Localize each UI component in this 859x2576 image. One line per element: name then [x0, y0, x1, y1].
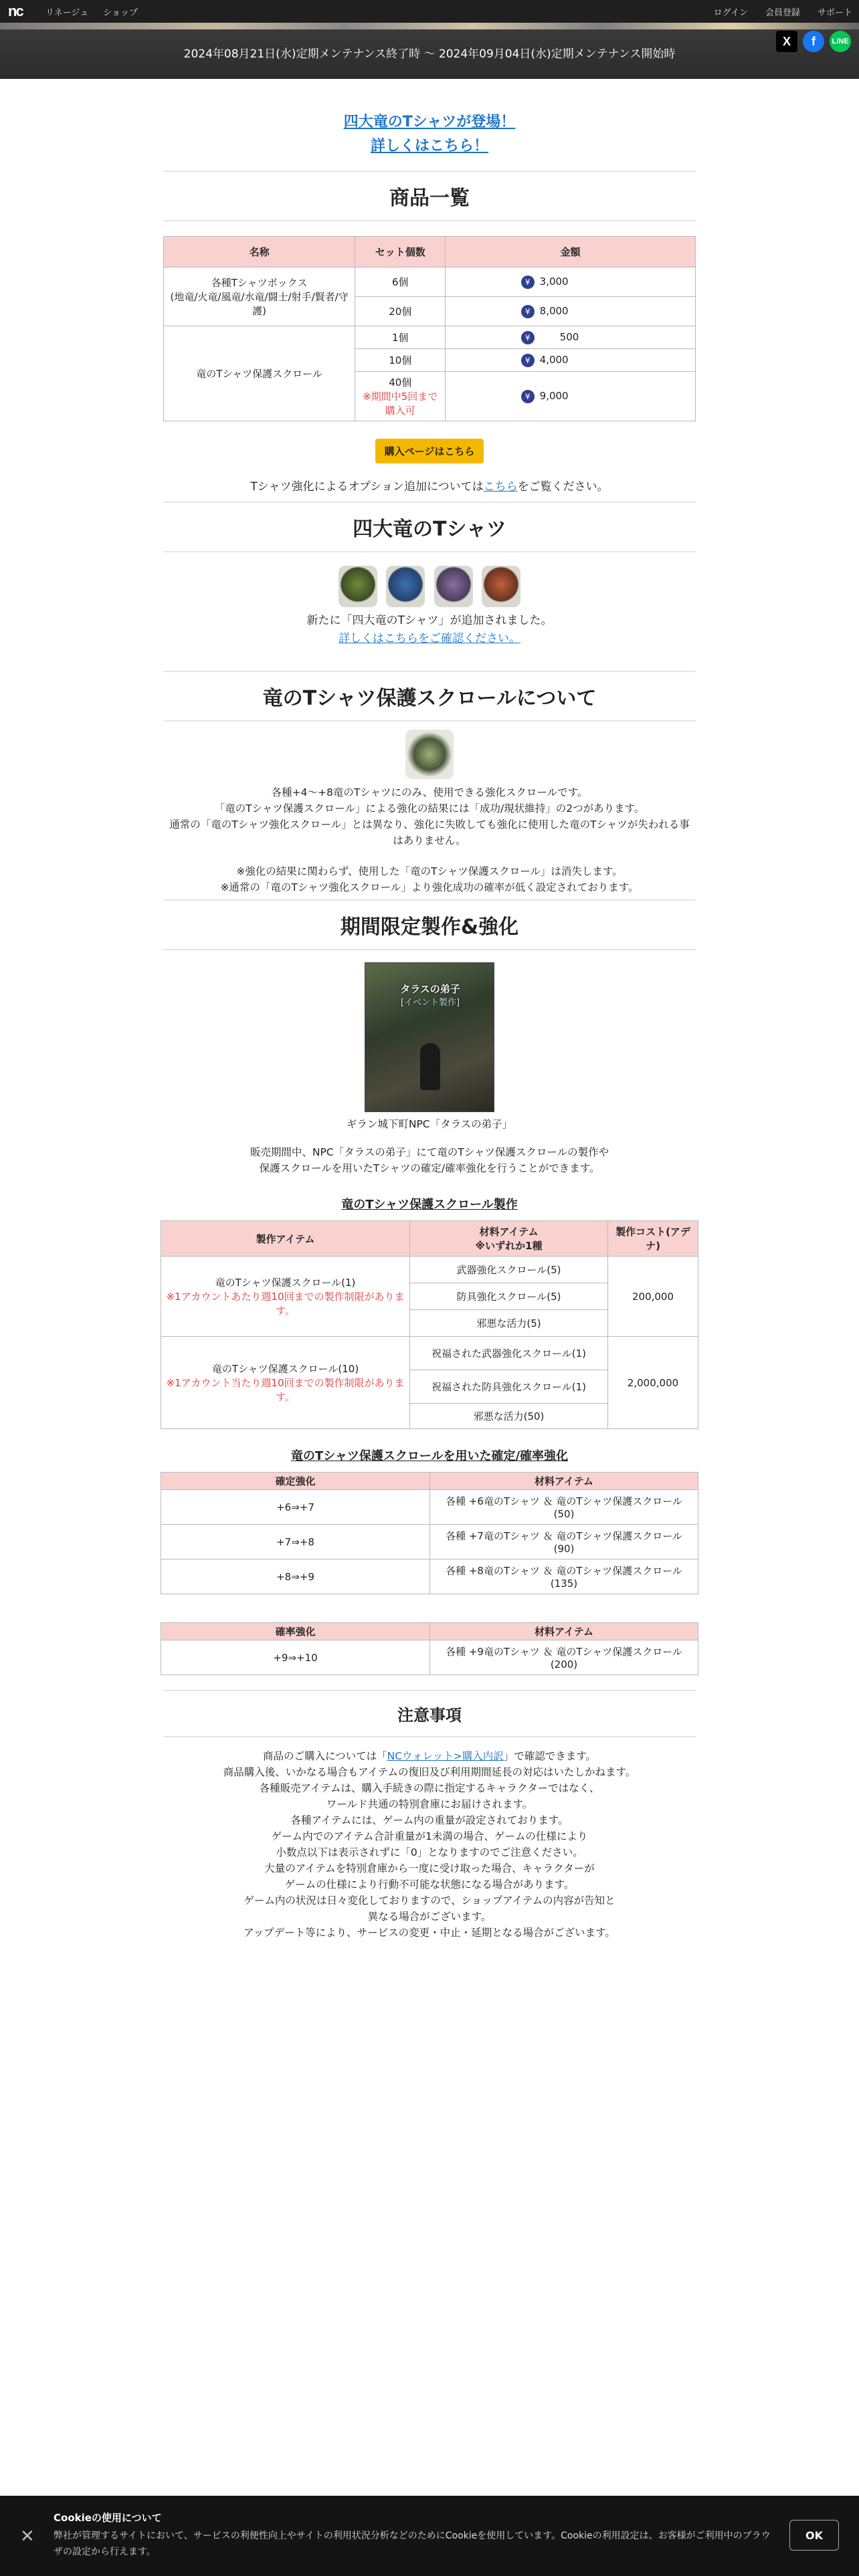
- npc-image-wrap: [163, 962, 696, 1115]
- fixed-col-material: 材料アイテム: [430, 1473, 698, 1490]
- craft-col-material-sub: ※いずれか1種: [475, 1240, 543, 1252]
- box-qty: 20個: [355, 297, 446, 326]
- scroll-about-p2: 「竜のTシャツ保護スクロール」による強化の結果には「成功/現状維持」の2つがあります。: [214, 802, 645, 815]
- cookie-title: Cookieの使用について: [54, 2512, 162, 2524]
- craft-material: 邪悪な活力(50): [410, 1404, 608, 1429]
- craft-material: 祝福された武器強化スクロール(1): [410, 1337, 608, 1370]
- limited-desc: [163, 1144, 696, 1176]
- dragon-shirts-link[interactable]: 詳しくはこちらをご確認ください。: [339, 632, 520, 645]
- craft-title: 竜のTシャツ保護スクロール製作: [341, 1198, 518, 1212]
- share-facebook-icon[interactable]: f: [803, 31, 824, 52]
- dragon-shirts-title: 四大竜のTシャツ: [163, 502, 696, 552]
- scroll-qty: 40個: [389, 377, 412, 389]
- craft-material: 防具強化スクロール(5): [410, 1283, 608, 1310]
- global-nav-links: [45, 5, 138, 18]
- craft-col-cost: 製作コスト(アデナ): [608, 1221, 698, 1257]
- npc-caption: ギラン城下町NPC「タラスの弟子」: [346, 1118, 513, 1130]
- scroll-qty: 10個: [355, 349, 446, 372]
- col-qty: セット個数: [355, 237, 446, 267]
- limited-desc2: 保護スクロールを用いたTシャツの確定/確率強化を行うことができます。: [259, 1162, 600, 1174]
- scroll-price: 4,000: [539, 354, 569, 366]
- scroll-price-cell: [446, 349, 696, 372]
- option-text-before: Tシャツ強化によるオプション追加については: [250, 480, 484, 494]
- fixed-material-count: (90): [553, 1543, 575, 1555]
- scroll-about-p1: 各種+4〜+8竜のTシャツにのみ、使用できる強化スクロールです。: [271, 786, 588, 798]
- coin-icon: ¥: [521, 305, 535, 318]
- fixed-material-count: (135): [550, 1578, 578, 1590]
- craft-item-name: 竜のTシャツ保護スクロール(1): [215, 1277, 356, 1289]
- scroll-about-p3a: 通常の「竜のTシャツ強化スクロール」とは異なり、強化に失敗しても強化に使用した竜のTシャツが失われる事: [169, 819, 690, 831]
- scroll-qty-cell: [355, 372, 446, 421]
- scroll-price: 9,000: [539, 390, 569, 402]
- fixed-material: 各種 +7竜のTシャツ ＆ 竜のTシャツ保護スクロール: [446, 1530, 682, 1542]
- main-content: [163, 107, 696, 1941]
- scroll-name: 竜のTシャツ保護スクロール: [164, 326, 355, 421]
- notes-line: アップデート等により、サービスの変更・中止・延期となる場合がございます。: [244, 1927, 615, 1939]
- npc-image-sub: [イベント製作]: [400, 998, 460, 1008]
- prob-enhance-table: [161, 1622, 698, 1675]
- fixed-material-cell: [430, 1490, 698, 1525]
- fixed-level: +6⇒+7: [161, 1490, 430, 1525]
- box-sub: (地竜/火竜/風竜/水竜/闘士/射手/賢者/守護): [170, 291, 349, 317]
- global-nav: [0, 0, 859, 23]
- scroll-about-p3b: はありません。: [393, 835, 466, 847]
- notes-purchase-line: [163, 1748, 696, 1764]
- box-price: 8,000: [539, 305, 569, 317]
- option-text-after: をご覧ください。: [517, 480, 609, 494]
- craft-cost: 2,000,000: [608, 1337, 698, 1429]
- banner-stripe: [0, 23, 859, 29]
- notes-title: 注意事項: [163, 1690, 696, 1737]
- login-link[interactable]: ログイン: [713, 7, 748, 18]
- notes-line: 異なる場合がございます。: [367, 1911, 492, 1923]
- notes-line: 小数点以下は表示されずに「0」となりますのでご注意ください。: [276, 1846, 583, 1858]
- limited-desc1: 販売期間中、NPC「タラスの弟子」にて竜のTシャツ保護スクロールの製作や: [250, 1146, 609, 1158]
- product-table: [163, 236, 696, 421]
- notes-line: ゲームの仕様により行動不可能な状態になる場合があります。: [284, 1879, 575, 1891]
- fixed-material-cell: [430, 1560, 698, 1594]
- box-price: 3,000: [539, 276, 569, 288]
- option-link[interactable]: こちら: [483, 480, 518, 494]
- option-info: [163, 477, 696, 494]
- fixed-material-count: (50): [553, 1508, 575, 1520]
- craft-col-material-label: 材料アイテム: [479, 1226, 539, 1238]
- fixed-level: +7⇒+8: [161, 1525, 430, 1560]
- craft-item-cell: [161, 1337, 410, 1429]
- water-dragon-tshirt-icon: [386, 566, 425, 607]
- fixed-material: 各種 +6竜のTシャツ ＆ 竜のTシャツ保護スクロール: [446, 1495, 682, 1507]
- col-price: 金額: [446, 237, 696, 267]
- coin-icon: ¥: [521, 331, 535, 344]
- craft-item-name: 竜のTシャツ保護スクロール(10): [211, 1363, 359, 1375]
- prob-material: 各種 +9竜のTシャツ ＆ 竜のTシャツ保護スクロール: [446, 1646, 682, 1658]
- announce-line2: 詳しくはこちら！: [370, 138, 488, 154]
- scroll-price-cell: [446, 372, 696, 421]
- announce-link[interactable]: [163, 110, 696, 158]
- box-price-cell: [446, 267, 696, 297]
- craft-material: 武器強化スクロール(5): [410, 1257, 608, 1283]
- prob-material-cell: [430, 1640, 698, 1675]
- nc-logo[interactable]: nc: [8, 3, 23, 19]
- notes-line: 各種販売アイテムは、購入手続きの際に指定するキャラクターではなく、: [259, 1782, 600, 1794]
- scroll-price: 500: [559, 331, 579, 343]
- box-qty: 6個: [355, 267, 446, 297]
- prob-material-count: (200): [550, 1658, 578, 1671]
- wind-dragon-tshirt-icon: [434, 566, 473, 607]
- craft-limit-note: ※1アカウントあたり週10回までの製作制限があります。: [166, 1291, 405, 1317]
- limited-title: 期間限定製作&強化: [163, 899, 696, 950]
- buy-page-button[interactable]: 購入ページはこちら: [375, 439, 484, 463]
- nav-link-shop[interactable]: ショップ: [103, 7, 138, 18]
- coin-icon: ¥: [521, 390, 535, 403]
- prob-col-material: 材料アイテム: [430, 1623, 698, 1640]
- coin-icon: ¥: [521, 276, 535, 289]
- scroll-about-p4: ※強化の結果に関わらず、使用した「竜のTシャツ保護スクロール」は消失します。: [236, 865, 623, 877]
- cookie-body: 弊社が管理するサイトにおいて、サービスの利便性向上やサイトの利用状況分析などのためにCookieを使用しています。Cookieの利用設定は、お客様がご利用中のブラウザの設定から行えます。: [54, 2531, 771, 2557]
- npc-image-title: タラスの弟子: [400, 983, 460, 995]
- npc-figure: [420, 1043, 440, 1090]
- notes-line: 大量のアイテムを特別倉庫から一度に受け取った場合、キャラクターが: [264, 1862, 595, 1874]
- cookie-banner: [0, 2496, 859, 2576]
- sale-period-text: 2024年08月21日(水)定期メンテナンス終了時 〜 2024年09月04日(水)定期メンテナンス開始時: [183, 47, 676, 61]
- fixed-material: 各種 +8竜のTシャツ ＆ 竜のTシャツ保護スクロール: [446, 1565, 682, 1577]
- purchase-limit-note: ※期間中5回まで購入可: [363, 391, 438, 417]
- nc-wallet-link[interactable]: NCウォレット>購入内訳: [387, 1750, 504, 1762]
- scroll-about-p5: ※通常の「竜のTシャツ強化スクロール」より強化成功の確率が低く設定されております。: [220, 881, 639, 893]
- box-name-cell: [164, 267, 355, 326]
- craft-material: 邪悪な活力(5): [410, 1310, 608, 1337]
- tshirt-images: [163, 566, 696, 610]
- close-icon[interactable]: ✕: [20, 2527, 35, 2547]
- nav-link-lineage[interactable]: リネージュ: [45, 7, 89, 18]
- scroll-qty: 1個: [355, 326, 446, 349]
- product-list-title: 商品一覧: [163, 171, 696, 221]
- scroll-about-text: [163, 784, 696, 895]
- scroll-price-cell: [446, 326, 696, 349]
- earth-dragon-tshirt-icon: [339, 566, 377, 607]
- notes-line: 商品購入後、いかなる場合もアイテムの復旧及び利用期間延長の対応はいたしかねます。: [223, 1766, 636, 1778]
- notes-text: [163, 1748, 696, 1941]
- notes-line: ゲーム内でのアイテム合計重量が1未満の場合、ゲームの仕様により: [271, 1830, 588, 1842]
- coin-icon: ¥: [521, 354, 535, 367]
- protection-scroll-icon: [405, 730, 454, 779]
- fixed-level: +8⇒+9: [161, 1560, 430, 1594]
- dragon-shirts-text: 新たに「四大竜のTシャツ」が追加されました。: [306, 614, 553, 627]
- share-line-icon[interactable]: LINE: [830, 31, 851, 52]
- notes-line: 各種アイテムには、ゲーム内の重量が設定されております。: [290, 1814, 569, 1826]
- craft-col-material: [410, 1221, 608, 1257]
- craft-material: 祝福された防具強化スクロール(1): [410, 1370, 608, 1404]
- prob-col-level: 確率強化: [161, 1623, 430, 1640]
- notes-line: ワールド共通の特別倉庫にお届けされます。: [326, 1798, 533, 1810]
- register-link[interactable]: 会員登録: [765, 7, 800, 18]
- fixed-material-cell: [430, 1525, 698, 1560]
- announce-line1: 四大竜のTシャツが登場！: [343, 114, 516, 130]
- share-buttons: [776, 31, 851, 52]
- col-name: 名称: [164, 237, 355, 267]
- cookie-ok-button[interactable]: OK: [789, 2520, 839, 2551]
- account-links: [714, 0, 852, 23]
- box-name: 各種Tシャツボックス: [211, 277, 308, 289]
- support-link[interactable]: サポート: [817, 7, 852, 18]
- npc-image: [365, 962, 494, 1112]
- share-x-icon[interactable]: X: [776, 31, 797, 52]
- fixed-enhance-table: [161, 1472, 698, 1594]
- notes-line: ゲーム内の状況は日々変化しておりますので、ショップアイテムの内容が告知と: [244, 1895, 615, 1907]
- notes-l1a: 商品のご購入については「: [262, 1750, 387, 1762]
- craft-table: [161, 1220, 698, 1429]
- craft-limit-note: ※1アカウント当たり週10回までの製作制限があります。: [166, 1377, 405, 1403]
- fixed-col-level: 確定強化: [161, 1473, 430, 1490]
- craft-cost: 200,000: [608, 1257, 698, 1337]
- fire-dragon-tshirt-icon: [482, 566, 520, 607]
- prob-level: +9⇒+10: [161, 1640, 430, 1675]
- maintenance-banner: [0, 29, 859, 79]
- craft-col-item: 製作アイテム: [161, 1221, 410, 1257]
- enhance-title: 竜のTシャツ保護スクロールを用いた確定/確率強化: [290, 1449, 569, 1463]
- notes-l1b: 」で確認できます。: [503, 1750, 597, 1762]
- craft-item-cell: [161, 1257, 410, 1337]
- scroll-about-title: 竜のTシャツ保護スクロールについて: [163, 671, 696, 722]
- scroll-image-wrap: [163, 730, 696, 782]
- box-price-cell: [446, 297, 696, 326]
